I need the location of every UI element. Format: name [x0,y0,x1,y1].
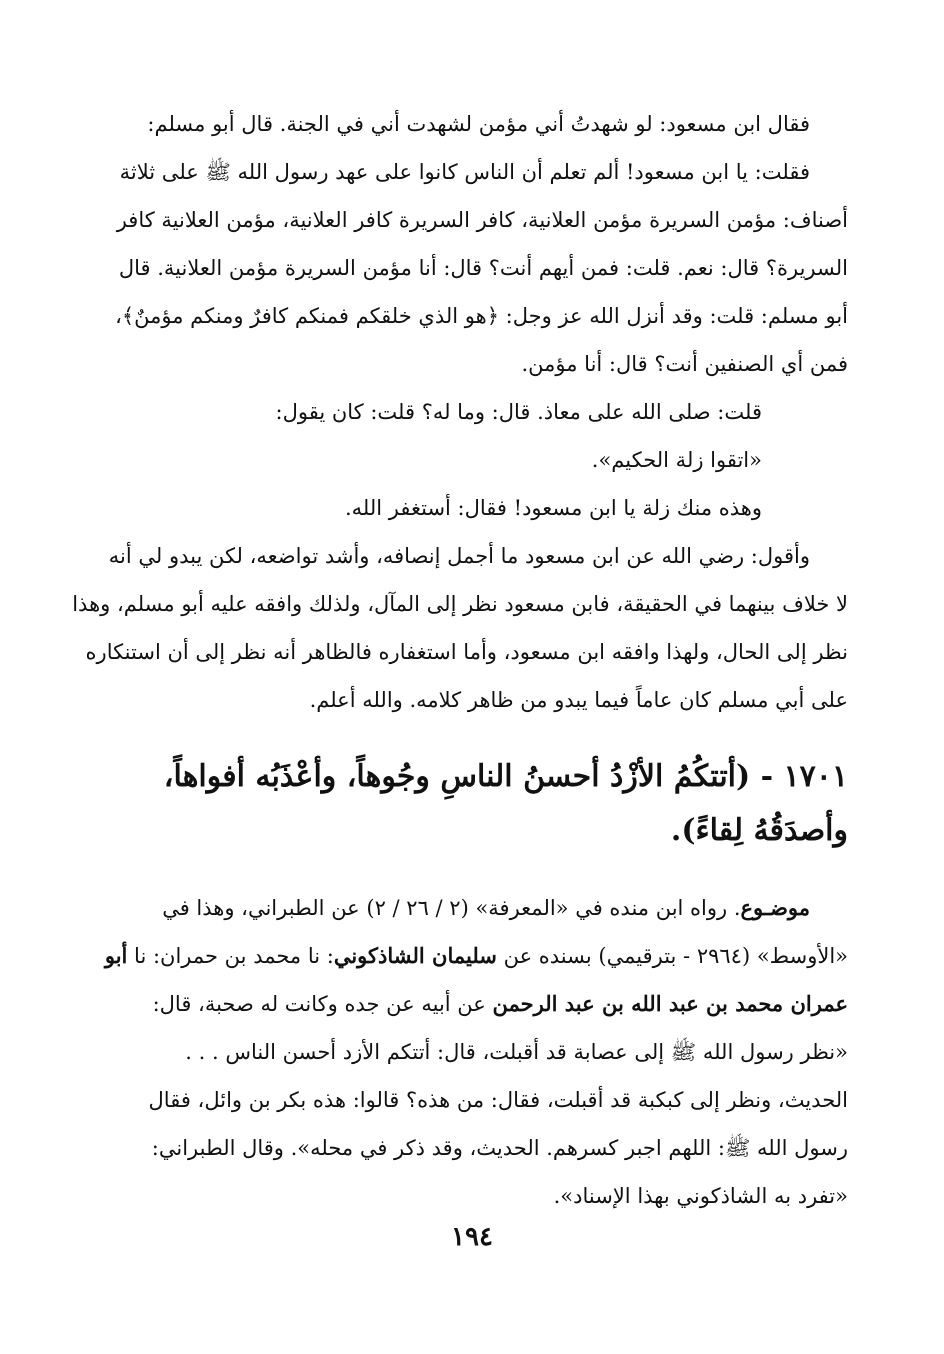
text-span: . رواه ابن منده في «المعرفة» (٢ / ٢٦ / ٢) عن الطبراني، وهذا في [162,896,741,920]
text-line: وأقول: رضي الله عن ابن مسعود ما أجمل إنصافه، وأشد تواضعه، لكن يبدو لي أنه [108,544,810,568]
hadith-heading-line: ١٧٠١ - (أتتكُمُ الأزْدُ أحسنُ الناسِ وجُوهاً، وأعْذَبُه أفواهاً، [163,759,848,794]
page-number: ١٩٤ [451,1222,493,1252]
text-span: : نا محمد بن حمران: نا [127,944,334,968]
narrator-name: عمران محمد بن عبد الله بن عبد الرحمن [492,991,848,1016]
text-line [66,932,848,980]
narrator-name: أبو [104,943,128,968]
text-line: فقلت: يا ابن مسعود! ألم تعلم أن الناس كانوا على عهد رسول الله ﷺ على ثلاثة [119,160,810,184]
text-line [66,884,848,932]
text-line: الحديث، ونظر إلى كبكبة قد أقبلت، فقال: من هذه؟ قالوا: هذه بكر بن وائل، فقال [148,1088,848,1112]
text-line: قلت: صلى الله على معاذ. قال: وما له؟ قلت: كان يقول: [275,400,762,424]
text-line: رسول الله ﷺ: اللهم اجبر كسرهم. الحديث، وقد ذكر في محله». وقال الطبراني: [151,1136,848,1160]
text-line: أصناف: مؤمن السريرة مؤمن العلانية، كافر السريرة كافر العلانية، مؤمن العلانية كافر [116,208,848,232]
text-span: «الأوسط» (٢٩٦٤ - بترقيمي) بسنده عن [496,944,848,968]
text-line: فقال ابن مسعود: لو شهدتُ أني مؤمن لشهدت أني في الجنة. قال أبو مسلم: [147,112,810,136]
text-span: عن أبيه عن جده وكانت له صحبة، قال: [152,992,493,1016]
text-line: «تفرد به الشاذكوني بهذا الإسناد». [553,1184,848,1208]
text-line: «نظر رسول الله ﷺ إلى عصابة قد أقبلت، قال: أتتكم الأزد أحسن الناس . . . [185,1040,848,1064]
narrator-name: سليمان الشاذكوني [333,943,497,968]
text-line: على أبي مسلم كان عاماً فيما يبدو من ظاهر كلامه. والله أعلم. [309,688,848,712]
text-line: لا خلاف بينهما في الحقيقة، فابن مسعود نظر إلى المآل، ولذلك وافقه عليه أبو مسلم، وهذا [72,592,848,616]
hadith-heading [66,750,848,858]
text-line: السريرة؟ قال: نعم. قلت: فمن أيهم أنت؟ قال: أنا مؤمن السريرة مؤمن العلانية. قال [118,256,848,280]
text-line: وهذه منك زلة يا ابن مسعود! فقال: أستغفر الله. [344,496,762,520]
page-body [66,100,848,1220]
text-line [66,980,848,1028]
text-line: نظر إلى الحال، ولهذا وافقه ابن مسعود، وأما استغفاره فالظاهر أنه نظر إلى أن استنكاره [85,640,848,664]
verdict-label: موضـوع [740,895,810,920]
text-line: «اتقوا زلة الحكيم». [591,448,762,472]
hadith-heading-line: وأصدَقُهُ لِقاءً). [670,813,848,848]
text-line: أبو مسلم: قلت: وقد أنزل الله عز وجل: ﴿هو الذي خلقكم فمنكم كافرٌ ومنكم مؤمنٌ﴾، [115,304,848,328]
text-line: فمن أي الصنفين أنت؟ قال: أنا مؤمن. [521,352,848,376]
